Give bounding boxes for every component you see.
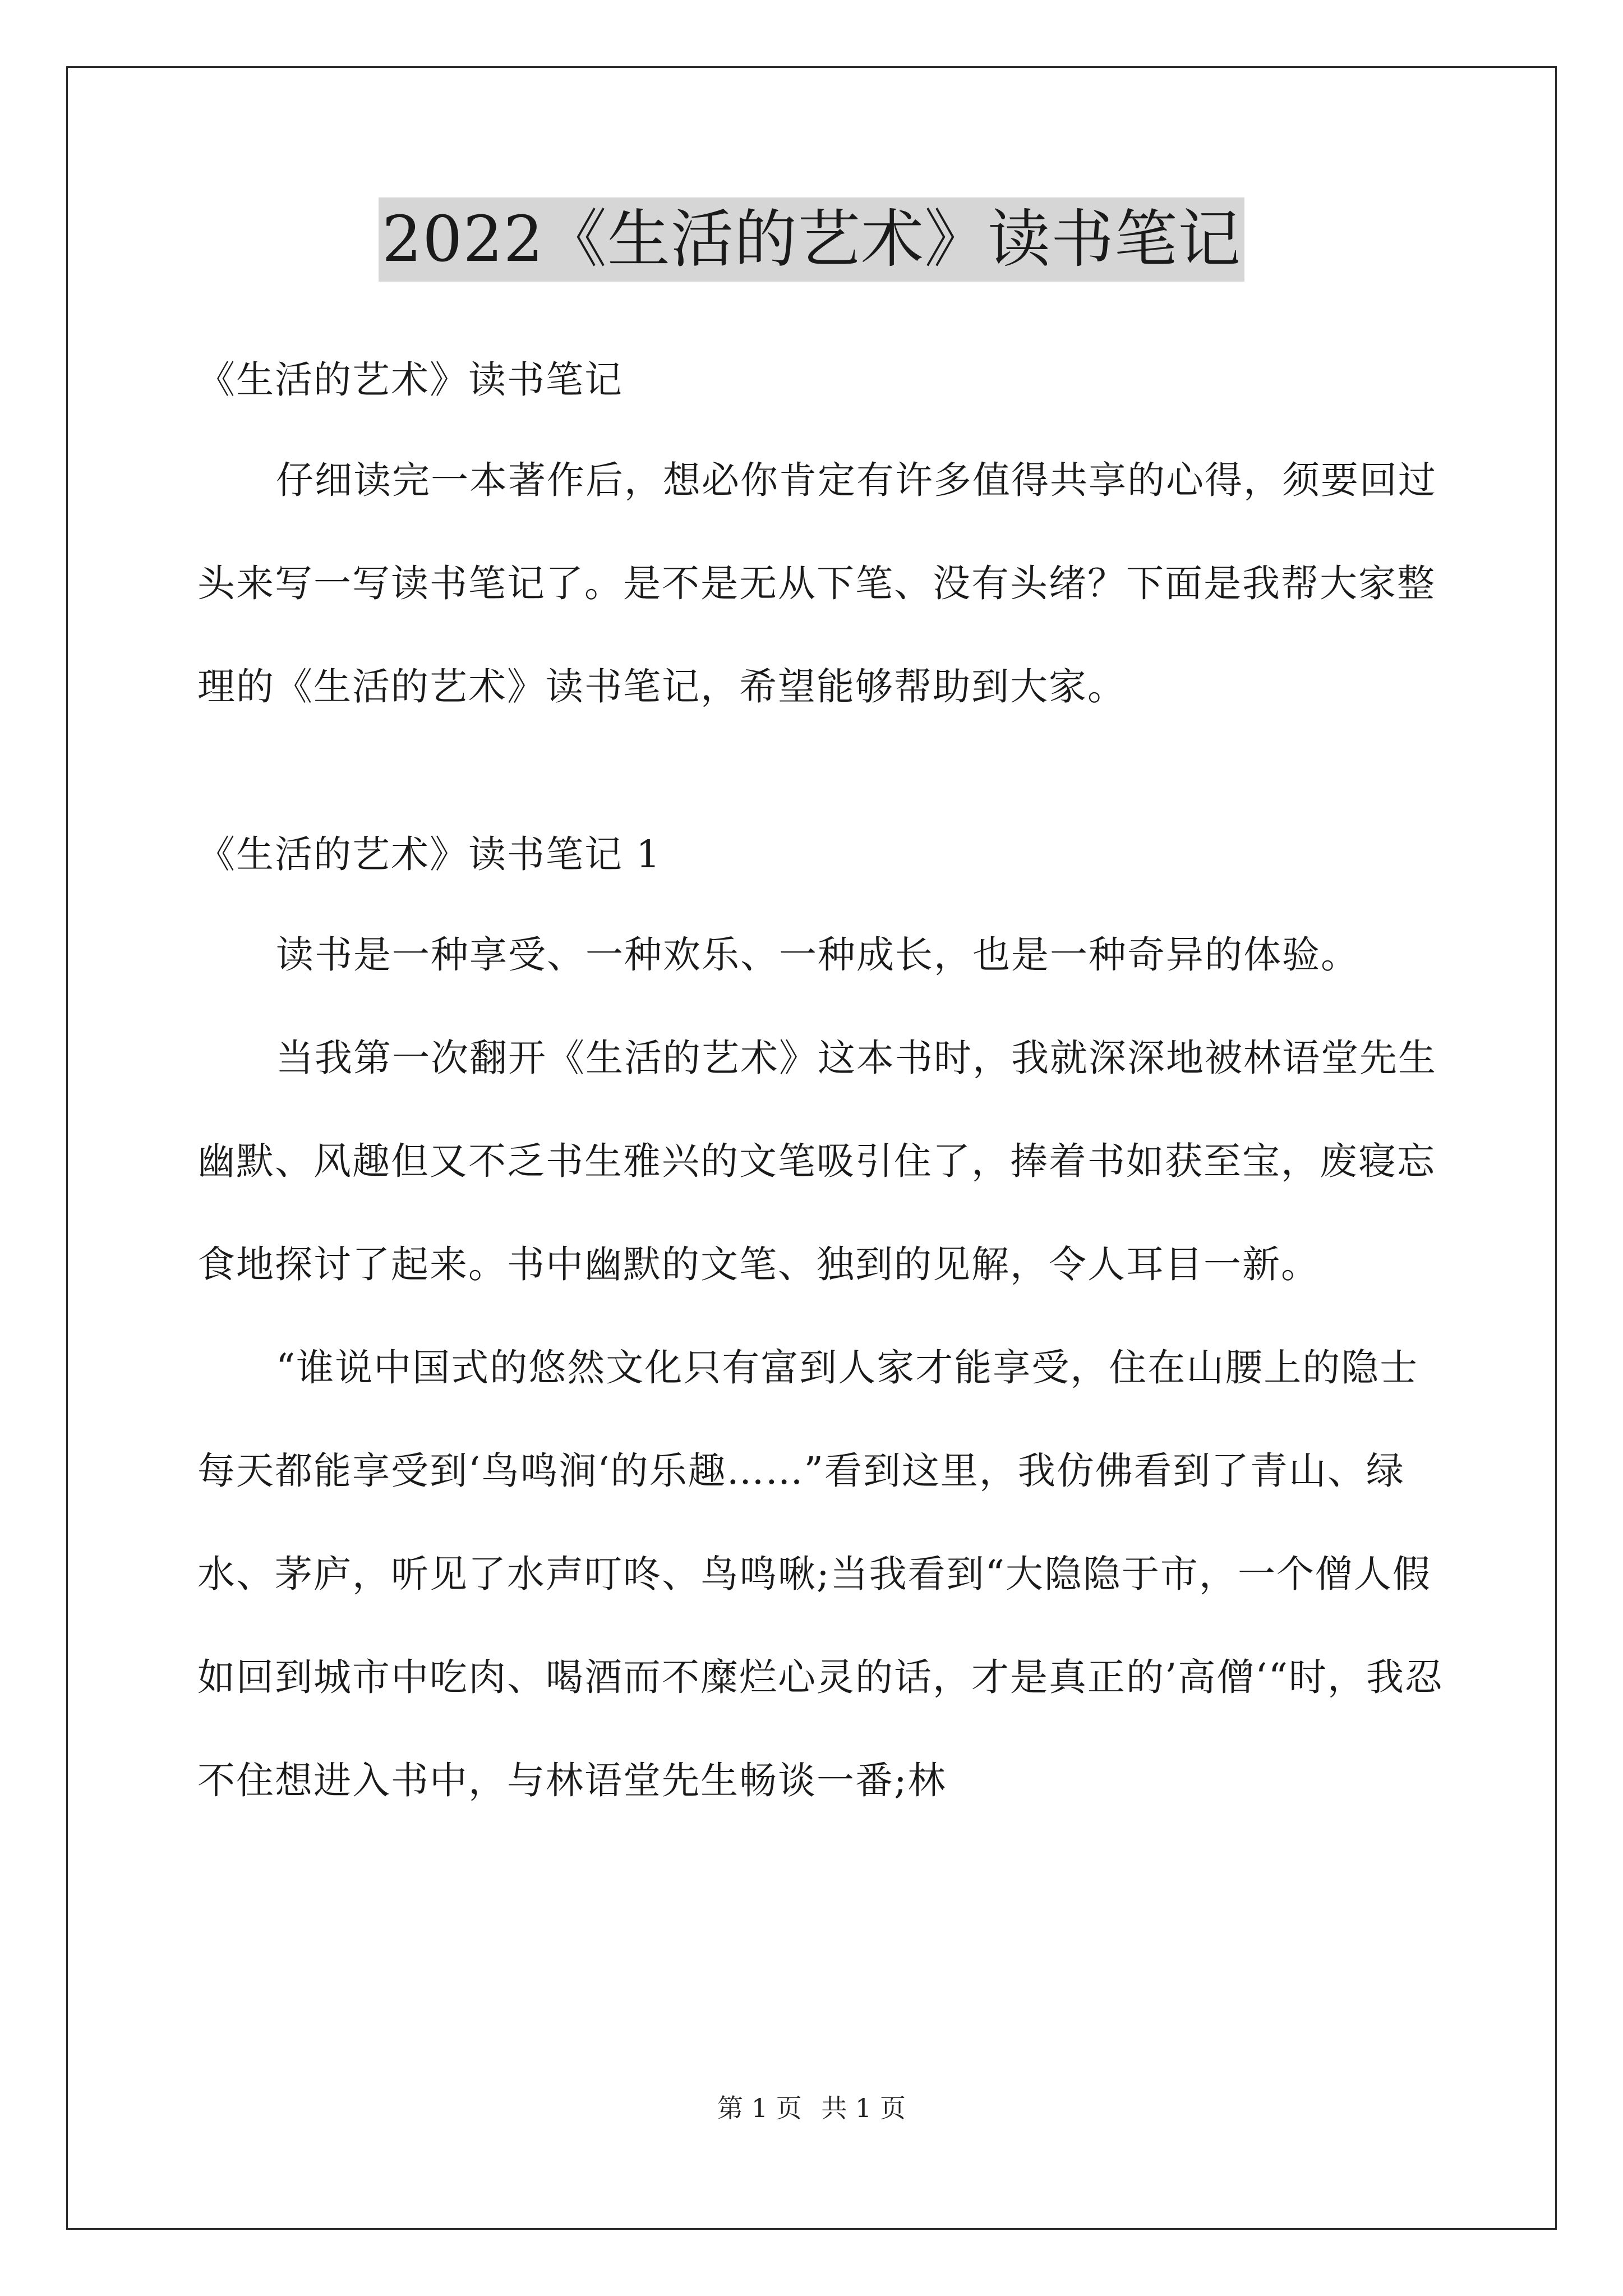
page-footer bbox=[0, 2091, 1623, 2125]
document-title: 2022《生活的艺术》读书笔记 bbox=[379, 197, 1244, 282]
page-total: 共 1 页 bbox=[821, 2093, 906, 2123]
section-heading: 《生活的艺术》读书笔记 1 bbox=[197, 832, 661, 876]
document-body bbox=[197, 337, 1448, 1832]
intro-paragraph: 仔细读完一本著作后，想必你肯定有许多值得共享的心得，须要回过头来写一写读书笔记了。是不是无从下笔、没有头绪？下面是我帮大家整理的《生活的艺术》读书笔记，希望能够帮助到大家。 bbox=[197, 458, 1437, 708]
body-paragraph: 读书是一种享受、一种欢乐、一种成长，也是一种奇异的体验。 bbox=[276, 933, 1359, 977]
title-container bbox=[0, 197, 1623, 282]
page-number: 第 1 页 bbox=[717, 2093, 802, 2123]
intro-heading: 《生活的艺术》读书笔记 bbox=[197, 358, 623, 402]
body-paragraph: “谁说中国式的悠然文化只有富到人家才能享受，住在山腰上的隐士每天都能享受到‘鸟鸣涧‘的乐趣……”看到这里，我仿佛看到了青山、绿水、茅庐，听见了水声叮咚、鸟鸣啾;当我看到“大隐隐于市，一个僧人假如回到城市中吃肉、喝酒而不糜烂心灵的话，才是真正的’高僧‘“时，我忍不住想进入书中，与林语堂先生畅谈一番;林 bbox=[197, 1346, 1444, 1802]
body-paragraph: 当我第一次翻开《生活的艺术》这本书时，我就深深地被林语堂先生幽默、风趣但又不乏书生雅兴的文笔吸引住了，捧着书如获至宝，废寝忘食地探讨了起来。书中幽默的文笔、独到的见解，令人耳目一新。 bbox=[197, 1036, 1437, 1286]
